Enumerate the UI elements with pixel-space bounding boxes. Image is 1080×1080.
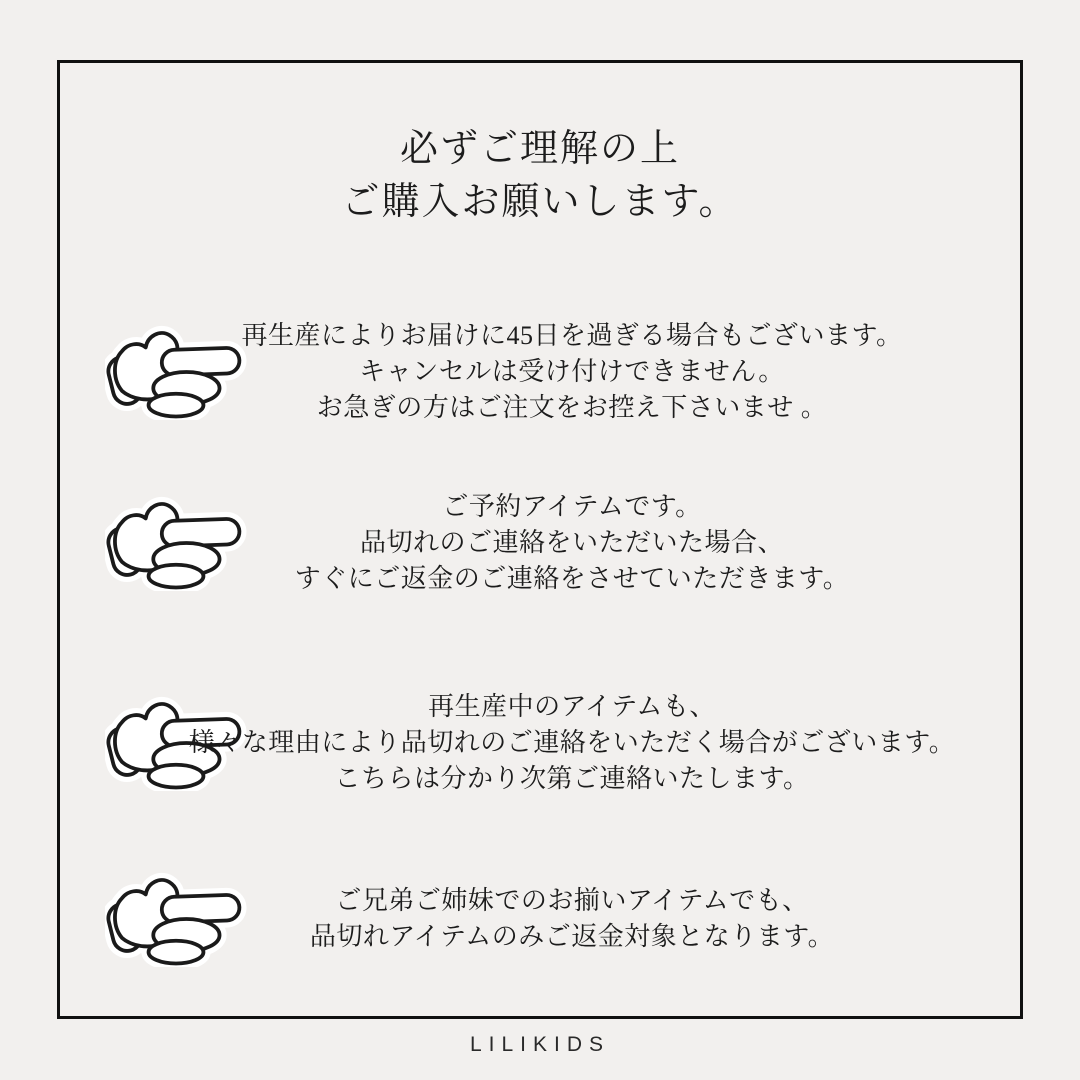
notice-text — [60, 318, 1020, 426]
notice-line: ご予約アイテムです。 — [442, 492, 702, 521]
notice-line: 再生産中のアイテムも、 — [428, 692, 716, 721]
notice-row-3 — [60, 688, 1020, 798]
notice-row-1 — [60, 317, 1020, 427]
notice-line: 様々な理由により品切れのご連絡をいただく場合がございます。 — [188, 728, 956, 757]
notice-text — [60, 689, 1020, 797]
poster-frame — [57, 60, 1023, 1019]
notice-text — [60, 883, 1020, 955]
notice-row-4 — [60, 881, 1020, 957]
notice-line: こちらは分かり次第ご連絡いたします。 — [334, 764, 810, 793]
brand-logo-text: LILIKIDS — [469, 1033, 611, 1056]
notice-line: すぐにご返金のご連絡をさせていただきます。 — [294, 564, 850, 593]
page-title — [60, 123, 1020, 229]
notice-line: 品切れのご連絡をいただいた場合、 — [359, 528, 784, 557]
notice-text — [60, 489, 1020, 597]
notice-line: 品切れアイテムのみご返金対象となります。 — [309, 922, 835, 951]
title-line-1: 必ずご理解の上 — [399, 128, 680, 170]
notice-line: キャンセルは受け付けできません。 — [359, 357, 785, 386]
notice-line: ご兄弟ご姉妹でのお揃いアイテムでも、 — [335, 886, 809, 915]
notice-line: お急ぎの方はご注文をお控え下さいませ 。 — [316, 393, 828, 422]
title-line-2: ご購入お願いします。 — [341, 181, 739, 223]
notice-line: 再生産によりお届けに45日を過ぎる場合もございます。 — [241, 321, 903, 350]
notice-row-2 — [60, 488, 1020, 598]
